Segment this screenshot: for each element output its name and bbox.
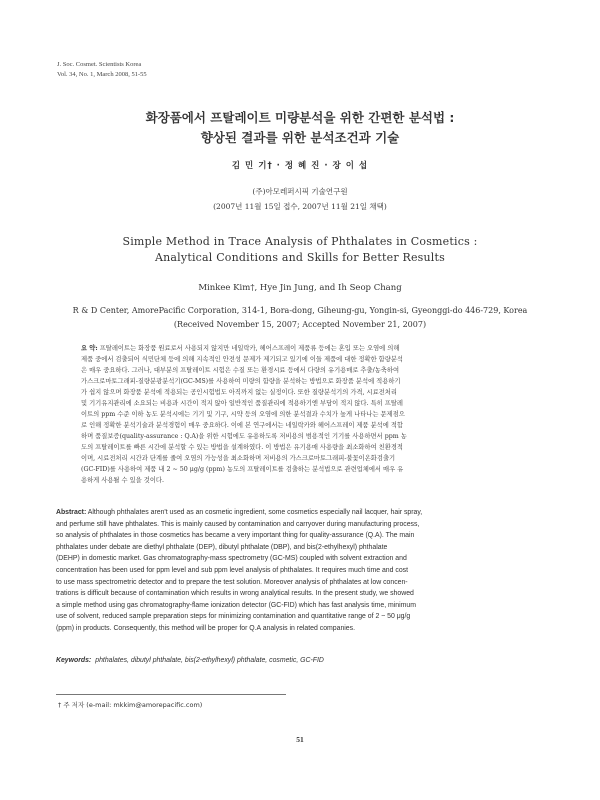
journal-header <box>57 60 147 80</box>
keywords-label: Keywords: <box>56 657 92 664</box>
korean-abstract-line: 로 인해 정확한 분석기술과 분석경험이 매우 중요하다. 이에 본 연구에서는 네일락카와 헤어스프레이 제품 분석에 적합 <box>81 422 403 429</box>
korean-abstract-line: 및 기기유지관리에 소요되는 비용과 시간이 적지 않아 일반적인 품질관리에 적용하기엔 부담이 적지 않다. 특히 프탈레 <box>81 400 403 407</box>
english-abstract <box>56 507 548 635</box>
english-abstract-line: so analysis of phthalates in those cosmetics has became a very important thing for quality-assurance (Q.A). The main <box>56 532 415 540</box>
english-abstract-line: Abstract: Although phthalates aren't used as an cosmetic ingredient, some cosmetics especially nail lacquer, hair spray, <box>56 509 423 516</box>
english-authors: Minkee Kim†, Hye Jin Jung, and Ih Seop Chang <box>198 283 402 293</box>
english-abstract-line: to use mass spectrometric detector and to prepare the test solution. Moreover analysis of phthalates at low concen- <box>56 578 408 586</box>
english-affiliation: R & D Center, AmorePacific Corporation, 314-1, Bora-dong, Giheung-gu, Yongin-si, Gyeonggi-do 446-729, Korea <box>72 306 528 315</box>
english-abstract-line: use of solvent, reduced sample preparation steps for minimizing contamination and quantitative range of 2 ~ 50 μg/g <box>56 613 411 621</box>
page-number: 51 <box>296 735 304 744</box>
korean-abstract-line: 이트의 ppm 수준 이하 농도 분석시에는 기기 및 기구, 시약 등의 오염에 의한 분석결과 수치가 높게 나타나는 문제점으 <box>81 411 405 418</box>
journal-name: J. Soc. Cosmet. Scientists Korea <box>57 61 142 68</box>
korean-abstract-label: 요 약: <box>81 345 98 352</box>
korean-abstract-line: 가스크로마토그래피-질량분광분석기(GC-MS)를 사용하여 미량의 함량을 분석하는 방법으로 화장품 분석에 적용하기 <box>81 378 401 385</box>
english-abstract-line: concentration has been used for ppm level and sub ppm level analysis of phthalates. It requires much time and cost <box>56 566 409 574</box>
english-abstract-label: Abstract: <box>56 509 87 516</box>
english-abstract-line: trations is difficult because of contamination which results in wrong analytical results. In the present study, we showed <box>56 590 414 598</box>
english-abstract-line: and perfume still have phthalates. This is mainly caused by contamination and carryover during manufacturing process, <box>56 520 420 528</box>
korean-abstract-line: 용하게 사용될 수 있을 것이다. <box>81 477 165 484</box>
korean-abstract-line: (GC-FID)를 사용하여 제품 내 2 ~ 50 μg/g (ppm) 농도의 프탈레이트를 검출하는 분석법으로 관련업체에서 매우 유 <box>81 466 404 473</box>
footnote-divider <box>56 694 286 695</box>
english-title-line1: Simple Method in Trace Analysis of Phthalates in Cosmetics : <box>122 235 478 248</box>
korean-received-date: (2007년 11월 15일 접수, 2007년 11월 21일 채택) <box>213 202 387 211</box>
english-abstract-line: (DEHP) in domestic market. Gas chromatography-mass spectrometry (GC-MS) coupled with solvent extraction and <box>56 555 407 563</box>
korean-title-line2: 향상된 결과를 위한 분석조건과 기술 <box>200 130 400 145</box>
korean-authors: 김 민 기† · 정 혜 진 · 장 이 섭 <box>231 161 369 171</box>
english-title-line2: Analytical Conditions and Skills for Better Results <box>155 251 445 264</box>
korean-abstract-line: 가 쉽지 않으며 화장품 분석에 적용되는 공인시험법도 아직까지 없는 실정이다. 또한 질량분석기의 가격, 시료전처리 <box>81 389 397 396</box>
english-abstract-line: phthalates under debate are diethyl phthalate (DEP), dibutyl phthalate (DBP), and bis(2-ethylhexyl) phthalate <box>56 543 388 551</box>
keywords-text: phthalates, dibutyl phthalate, bis(2-ethylhexyl) phthalate, cosmetic, GC-FID <box>95 657 324 664</box>
journal-volume: Vol. 34, No. 1, March 2008, 51-55 <box>57 71 147 78</box>
korean-abstract-line: 요 약: 프탈레이트는 화장품 원료로서 사용되지 않지만 네일락카, 헤어스프레이 제품류 등에는 혼입 또는 오염에 의해 <box>81 345 400 352</box>
footnote: † 주 저자 (e-mail: mkkim@amorepacific.com) <box>58 701 203 709</box>
english-abstract-line: (ppm) in products. Consequently, this method will be proper for Q.A analysis in related companies. <box>56 624 355 632</box>
english-received-date: (Received November 15, 2007; Accepted November 21, 2007) <box>173 320 427 329</box>
korean-abstract-line: 이며, 시료전처리 시간과 단계를 줄여 오염의 가능성을 최소화하며 저비용의 가스크로마토그래피-불꽃이온화검출기 <box>81 455 396 462</box>
korean-abstract-line: 하며 품질보증(quality-assurance : Q.A)을 위한 시험에도 유용하도록 저비용의 범용적인 기기를 사용하면서 ppm 농 <box>81 433 407 440</box>
korean-abstract-line: 제품 중에서 검출되어 식민단체 등에 의해 지속적인 안전성 문제가 제기되고 있기에 이들 제품에 대한 정확한 함량분석 <box>81 356 403 363</box>
korean-abstract-line: 은 매우 중요하다. 그러나, 대부분의 프탈레이트 시험은 수질 또는 환경시료 등에서 다량의 유기용매로 추출/농축하여 <box>81 367 400 374</box>
english-abstract-line: a simple method using gas chromatography-flame ionization detector (GC-FID) which has fast analysis time, minimum <box>56 601 416 609</box>
korean-title-line1: 화장품에서 프탈레이트 미량분석을 위한 간편한 분석법 : <box>145 110 455 125</box>
keywords <box>56 657 548 664</box>
korean-abstract-line: 도의 프탈레이트를 빠른 시간에 분석할 수 있는 방법을 설계하였다. 이 방법은 유기용매 사용량을 최소화하여 친환경적 <box>81 444 403 451</box>
korean-affiliation: (주)아모레퍼시픽 기술연구원 <box>252 187 348 196</box>
korean-abstract <box>81 343 521 486</box>
